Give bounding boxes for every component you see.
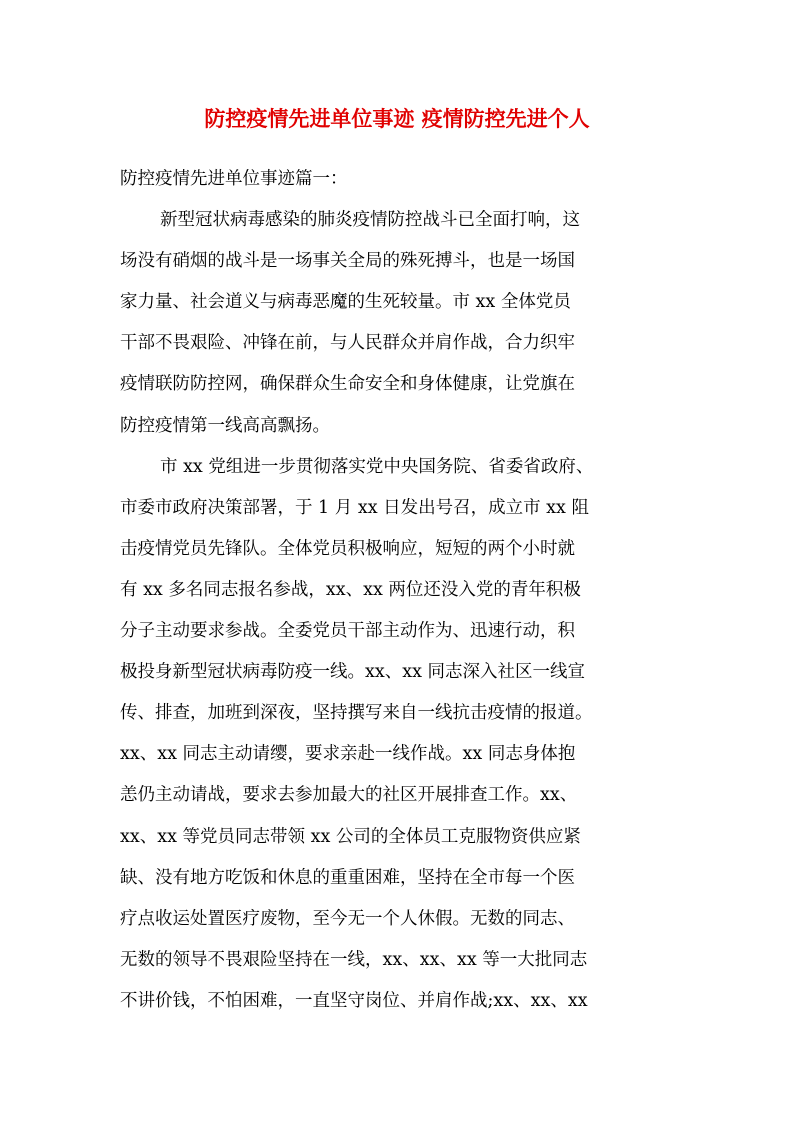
paragraph-line: xx、xx 等党员同志带领 xx 公司的全体员工克服物资供应紧 bbox=[120, 826, 581, 847]
paragraph-line: 疗点收运处置医疗废物，至今无一个人休假。无数的同志、 bbox=[120, 908, 575, 929]
paragraph-line: 有 xx 多名同志报名参战，xx、xx 两位还没入党的青年积极 bbox=[120, 579, 581, 600]
paragraph-line: 恙仍主动请战，要求去参加最大的社区开展排查工作。xx、 bbox=[120, 785, 578, 806]
paragraph-line: 干部不畏艰险、冲锋在前，与人民群众并肩作战，合力织牢 bbox=[120, 333, 575, 354]
paragraph-line: 疫情联防防控网，确保群众生命安全和身体健康，让党旗在 bbox=[120, 374, 575, 395]
paragraph-line: 分子主动要求参战。全委党员干部主动作为、迅速行动，积 bbox=[120, 621, 575, 642]
paragraph-line: 不讲价钱，不怕困难，一直坚守岗位、并肩作战;xx、xx、xx bbox=[120, 990, 588, 1011]
paragraph-line: 无数的领导不畏艰险坚持在一线，xx、xx、xx 等一大批同志 bbox=[120, 949, 588, 970]
paragraph-line: 防控疫情第一线高高飘扬。 bbox=[120, 415, 330, 436]
document-body bbox=[120, 159, 680, 1022]
paragraph-line: 家力量、社会道义与病毒恶魔的生死较量。市 xx 全体党员 bbox=[120, 292, 571, 313]
section-heading: 防控疫情先进单位事迹篇一： bbox=[120, 169, 348, 189]
paragraph-line: 场没有硝烟的战斗是一场事关全局的殊死搏斗，也是一场国 bbox=[120, 251, 575, 272]
paragraph-line: xx、xx 同志主动请缨，要求亲赴一线作战。xx 同志身体抱 bbox=[120, 744, 576, 765]
paragraph-line: 击疫情党员先锋队。全体党员积极响应，短短的两个小时就 bbox=[120, 538, 575, 559]
paragraph-line: 市委市政府决策部署，于 1 月 xx 日发出号召，成立市 xx 阻 bbox=[120, 497, 589, 518]
paragraph-line: 极投身新型冠状病毒防疫一线。xx、xx 同志深入社区一线宣 bbox=[120, 662, 586, 683]
paragraph-line: 市 xx 党组进一步贯彻落实党中央国务院、省委省政府、 bbox=[160, 456, 594, 477]
paragraph-line: 缺、没有地方吃饭和休息的重重困难，坚持在全市每一个医 bbox=[120, 867, 575, 888]
document-title: 防控疫情先进单位事迹 疫情防控先进个人 bbox=[204, 106, 590, 131]
paragraph-line: 新型冠状病毒感染的肺炎疫情防控战斗已全面打响，这 bbox=[160, 210, 580, 231]
paragraph-line: 传、排查，加班到深夜，坚持撰写来自一线抗击疫情的报道。 bbox=[120, 703, 593, 724]
